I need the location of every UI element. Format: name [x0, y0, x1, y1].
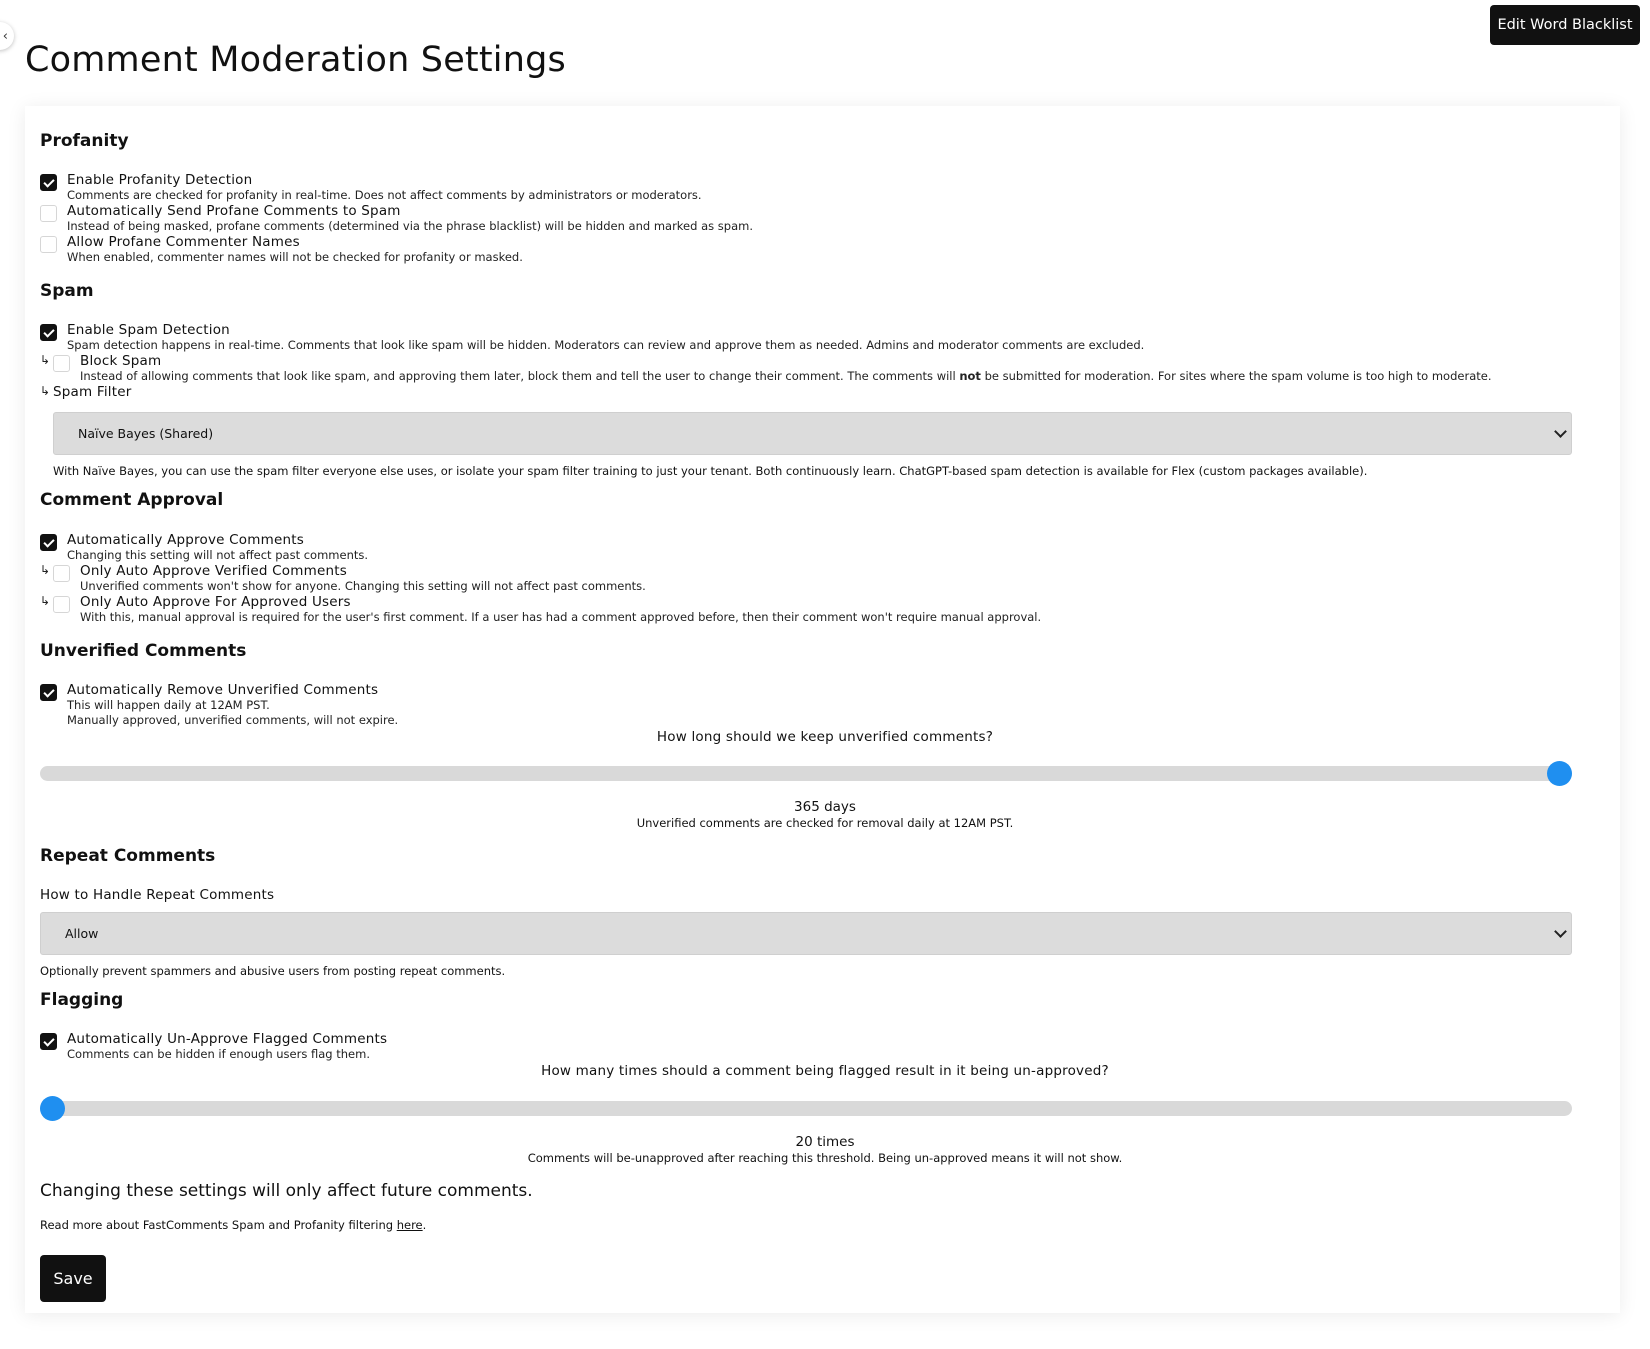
option-label: Automatically Un-Approve Flagged Comments — [67, 1031, 388, 1047]
sub-option-arrow-icon: ↳ — [40, 563, 51, 577]
flag-slider-value: 20 times — [795, 1134, 855, 1150]
option-description: Manually approved, unverified comments, will not expire. — [67, 713, 399, 727]
checkbox-enable-profanity[interactable] — [40, 174, 57, 191]
flag-slider-question: How many times should a comment being flagged result in it being un-approved? — [541, 1063, 1109, 1079]
option-label: Automatically Send Profane Comments to Spam — [67, 203, 401, 219]
edit-word-blacklist-button[interactable]: Edit Word Blacklist — [1490, 5, 1640, 45]
option-label: Enable Spam Detection — [67, 322, 230, 338]
option-label: Automatically Approve Comments — [67, 532, 304, 548]
option-description: Unverified comments won't show for anyone. Changing this setting will not affect past comments. — [80, 579, 646, 593]
checkbox-auto-approve-approved-users[interactable] — [53, 596, 70, 613]
section-title-spam: Spam — [40, 281, 94, 301]
section-title-comment-approval: Comment Approval — [40, 490, 224, 510]
option-label: Only Auto Approve For Approved Users — [80, 594, 351, 610]
section-title-unverified: Unverified Comments — [40, 641, 247, 661]
section-title-profanity: Profanity — [40, 131, 129, 151]
checkbox-enable-spam[interactable] — [40, 324, 57, 341]
option-description: Spam detection happens in real-time. Comments that look like spam will be hidden. Moderators can review and approve them as needed. Admins and moderator comments are excluded. — [67, 338, 1145, 352]
select-value: Naïve Bayes (Shared) — [78, 426, 214, 441]
option-label: Allow Profane Commenter Names — [67, 234, 300, 250]
checkbox-unapprove-flagged[interactable] — [40, 1033, 57, 1050]
checkbox-block-spam[interactable] — [53, 355, 70, 372]
option-description: Instead of allowing comments that look like spam, and approving them later, block them and tell the user to change their comment. The comments will not be submitted for moderation. For sites where the spam volume is too high to moderate. — [80, 369, 1492, 383]
checkbox-auto-approve-verified[interactable] — [53, 565, 70, 582]
option-description: When enabled, commenter names will not be checked for profanity or masked. — [67, 250, 523, 264]
sub-option-arrow-icon: ↳ — [40, 353, 51, 367]
checkbox-allow-profane-names[interactable] — [40, 236, 57, 253]
read-more-link[interactable]: here — [396, 1218, 423, 1232]
spam-filter-select[interactable] — [53, 412, 1572, 455]
unverified-slider-question: How long should we keep unverified comments? — [656, 729, 994, 745]
option-label: Enable Profanity Detection — [67, 172, 253, 188]
sub-option-arrow-icon: ↳ — [40, 384, 51, 398]
chevron-left-icon: ‹ — [2, 28, 8, 44]
read-more-text: Read more about FastComments Spam and Profanity filtering here. — [40, 1218, 427, 1232]
repeat-comments-select[interactable] — [40, 912, 1572, 955]
option-description: With this, manual approval is required for the user's first comment. If a user has had a comment approved before, then their comment won't require manual approval. — [80, 610, 1042, 624]
checkbox-send-profane-to-spam[interactable] — [40, 205, 57, 222]
unverified-slider-value: 365 days — [794, 799, 856, 815]
slider-thumb[interactable] — [40, 1096, 65, 1121]
page-title: Comment Moderation Settings — [25, 40, 566, 80]
option-description: This will happen daily at 12AM PST. — [67, 698, 270, 712]
future-comments-notice: Changing these settings will only affect future comments. — [40, 1181, 533, 1201]
back-button[interactable] — [0, 22, 14, 50]
chevron-down-icon — [1554, 425, 1567, 438]
repeat-help: Optionally prevent spammers and abusive users from posting repeat comments. — [40, 964, 506, 978]
spam-filter-label: Spam Filter — [53, 384, 132, 400]
section-title-flagging: Flagging — [40, 990, 124, 1010]
spam-filter-help: With Naïve Bayes, you can use the spam filter everyone else uses, or isolate your spam filter training to just your tenant. Both continuously learn. ChatGPT-based spam detection is available for Flex (custom packages available). — [53, 464, 1368, 478]
flag-slider-note: Comments will be-unapproved after reaching this threshold. Being un-approved means it will not show. — [527, 1151, 1123, 1165]
option-label: Block Spam — [80, 353, 162, 369]
section-title-repeat: Repeat Comments — [40, 846, 216, 866]
flag-threshold-slider[interactable] — [40, 1101, 1572, 1116]
unverified-slider-note: Unverified comments are checked for removal daily at 12AM PST. — [636, 816, 1014, 830]
checkbox-auto-approve[interactable] — [40, 534, 57, 551]
chevron-down-icon — [1554, 925, 1567, 938]
option-description: Comments can be hidden if enough users flag them. — [67, 1047, 370, 1061]
slider-thumb[interactable] — [1547, 761, 1572, 786]
select-value: Allow — [65, 926, 99, 941]
option-description: Comments are checked for profanity in real-time. Does not affect comments by administrators or moderators. — [67, 188, 702, 202]
option-label: Only Auto Approve Verified Comments — [80, 563, 347, 579]
unverified-days-slider[interactable] — [40, 766, 1572, 781]
repeat-field-label: How to Handle Repeat Comments — [40, 887, 275, 903]
option-description: Instead of being masked, profane comments (determined via the phrase blacklist) will be hidden and marked as spam. — [67, 219, 753, 233]
sub-option-arrow-icon: ↳ — [40, 594, 51, 608]
settings-card — [25, 106, 1620, 1313]
checkbox-remove-unverified[interactable] — [40, 684, 57, 701]
option-description: Changing this setting will not affect past comments. — [67, 548, 369, 562]
option-label: Automatically Remove Unverified Comments — [67, 682, 379, 698]
save-button[interactable]: Save — [40, 1255, 106, 1302]
